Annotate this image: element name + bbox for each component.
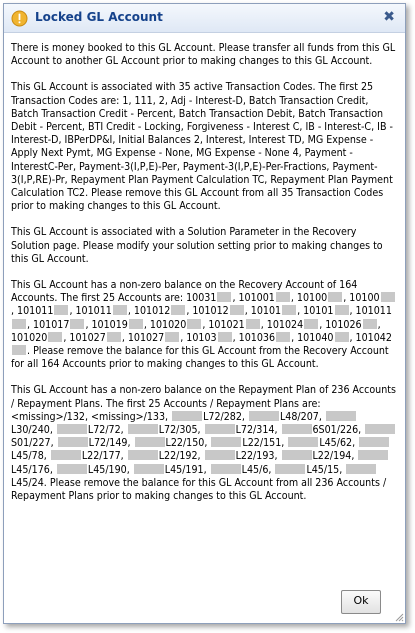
redaction-block [335, 332, 349, 342]
redaction-block [363, 319, 377, 329]
recovery-accounts-outro: Please remove the balance for this GL Account from the Recovery Account for all 164 Accounts prior to making changes to this GL Account. [11, 345, 389, 371]
dialog-footer [4, 577, 405, 623]
redaction-block [171, 305, 185, 315]
redaction-block [249, 411, 279, 421]
redaction-block [12, 345, 26, 355]
redaction-block [275, 464, 305, 474]
redaction-block [346, 464, 376, 474]
redaction-block [288, 437, 318, 447]
recovery-account-item: 101020 [11, 331, 48, 344]
repayment-plan-item: L45/15, [306, 463, 343, 476]
recovery-account-item: 10101 [247, 305, 282, 318]
recovery-account-item: 101017 [30, 318, 70, 331]
redaction-block [135, 437, 165, 447]
recovery-account-item: 10101 [300, 305, 334, 318]
repayment-plan-item: L22/192, [158, 450, 201, 463]
redaction-block [58, 437, 88, 447]
repayment-plan-item: S01/227, [11, 437, 54, 450]
recovery-account-item: 101011 [352, 305, 392, 318]
message-recovery-accounts [11, 279, 397, 371]
redaction-block [129, 319, 143, 329]
message-transaction-codes: This GL Account is associated with 35 active Transaction Codes. The first 25 Transaction Codes are: 1, 111, 2, Adj - Interest-D, Batch Transaction Credit, Batch Transaction Credit - Percent, Batch Transaction Debit, Batch Transaction Debit - Percent, BTI Credit - Locking, Forgiveness - Interest C, IB - Interest-C, IB - Interest-D, IBPerDP&I, Initial Balances 2, Interest, Interest TD, MG Expense - Apply Next Pymt, MG Expense - None, MG Expense - None 4, Payment - InterestC-Per, Payment-3(I,P,E)-Per, Payment-3(I,P,E)-Per-Fractions, Payment-3(I,P,RE)-Pr, Repayment Plan Payment Calculation TC, Repayment Plan Payment Calculation TC2. Please remove this GL Account from all 35 Transaction Codes prior to making changes to this GL Account. [11, 81, 393, 213]
message-solution-parameter: This GL Account is associated with a Solution Parameter in the Recovery Solution page. Please modify your solution setting prior to making changes to this GL Account. [11, 226, 383, 265]
redaction-block [165, 332, 179, 342]
recovery-account-item: 101012 [189, 305, 229, 318]
repayment-plan-item: L72/282, [203, 410, 245, 423]
repayment-plan-item: 6S01/226, [312, 424, 362, 437]
message-funds-booked: There is money booked to this GL Account. Please transfer all funds from this GL Account to another GL Account prior to making changes to this GL Account. [11, 42, 396, 68]
redaction-block [48, 332, 62, 342]
repayment-plan-item: L22/150, [165, 437, 208, 450]
recovery-account-item: 101027 [124, 331, 165, 344]
redaction-block [54, 305, 68, 315]
redaction-block [358, 450, 388, 460]
redaction-block [134, 464, 164, 474]
redaction-block [211, 464, 241, 474]
repayment-plan-item: L72/314, [235, 424, 278, 437]
redaction-block [282, 450, 312, 460]
message-repayment-plans [11, 384, 397, 503]
repayment-plan-item: <missing>/132, [11, 410, 89, 423]
redaction-block [70, 319, 84, 329]
dialog-title: Locked GL Account [35, 10, 163, 24]
recovery-accounts-intro: This GL Account has a non-zero balance on the Recovery Account of 164 Accounts. The first 25 Accounts are: [11, 279, 358, 305]
recovery-account-item: 101040 [294, 331, 334, 344]
repayment-plan-item: L22/193, [235, 450, 278, 463]
redaction-block [12, 319, 26, 329]
redaction-block [113, 305, 127, 315]
redaction-block [205, 450, 235, 460]
repayment-plan-item: L48/207, [279, 410, 322, 423]
redaction-block [276, 292, 290, 302]
redaction-block [304, 319, 318, 329]
redaction-block [187, 319, 201, 329]
repayment-plans-intro: This GL Account has a non-zero balance on the Repayment Plan of 236 Accounts / Repayment Plans. The first 25 Accounts / Repayment Plans are: [11, 384, 396, 410]
redaction-block [359, 437, 389, 447]
repayment-plan-item: L45/24. [11, 476, 47, 489]
repayment-plan-item: L45/78, [11, 450, 47, 463]
redaction-block [57, 464, 87, 474]
recovery-account-item: 101011 [14, 305, 54, 318]
warning-icon [11, 10, 28, 27]
redaction-block [107, 332, 121, 342]
redaction-block [276, 332, 290, 342]
recovery-account-item: 101012 [130, 305, 171, 318]
redaction-block [217, 292, 231, 302]
recovery-account-item: 10100 [293, 292, 328, 305]
redaction-block [128, 450, 158, 460]
repayment-plan-item: L45/190, [87, 463, 130, 476]
repayment-plan-item: <missing>/133, [91, 410, 169, 423]
recovery-account-item: 101026 [322, 318, 362, 331]
repayment-plan-item: L45/6, [241, 463, 272, 476]
repayment-plan-item: L22/151, [242, 437, 285, 450]
redaction-block [246, 319, 260, 329]
recovery-account-item: 10031 [186, 292, 217, 305]
recovery-account-item: 101027 [66, 331, 106, 344]
redaction-block [218, 332, 232, 342]
repayment-plan-item: L22/177, [81, 450, 124, 463]
redaction-block [381, 292, 395, 302]
locked-gl-account-dialog [3, 3, 406, 624]
recovery-account-item: 101036 [235, 331, 276, 344]
redaction-block [211, 437, 241, 447]
dialog-titlebar[interactable] [4, 4, 405, 33]
recovery-account-item: 10103 [183, 331, 217, 344]
repayment-plan-item: L72/305, [158, 424, 201, 437]
redaction-block [282, 424, 312, 434]
redaction-block [51, 450, 81, 460]
recovery-account-item: 101024 [263, 318, 304, 331]
redaction-block [328, 292, 342, 302]
repayment-plan-item: L22/194, [312, 450, 355, 463]
resize-grip-icon[interactable] [394, 612, 404, 622]
redaction-block [128, 424, 158, 434]
recovery-account-item: 101042 [352, 331, 392, 344]
repayment-plan-item: L45/191, [164, 463, 207, 476]
redaction-block [365, 424, 395, 434]
recovery-account-item: 101021 [205, 318, 245, 331]
recovery-account-item: 10100 [346, 292, 380, 305]
repayment-plan-item: L45/62, [319, 437, 356, 450]
recovery-account-item: 101020 [146, 318, 187, 331]
repayment-plans-outro: Please remove the balance for this GL Account from all 236 Accounts / Repayment Plans prior to making changes to this GL Account. [11, 476, 387, 503]
recovery-account-item: 101011 [72, 305, 112, 318]
redaction-block [282, 305, 296, 315]
repayment-plan-item: L72/149, [88, 437, 131, 450]
ok-button[interactable]: Ok [341, 590, 381, 614]
repayment-plan-item: L45/176, [11, 463, 53, 476]
recovery-account-item: 101001 [235, 292, 275, 305]
redaction-block [205, 424, 235, 434]
close-icon[interactable]: ✖ [383, 9, 395, 25]
recovery-account-list: 10031 , 101001 , 10100 , 10100, 101011 , 101011 , 101012 , 101012 , 10101 , 10101 , 101011, 101017 , 101019 , 101020 , 101021 , 101024 , 101026 , 101020 , 101027 , 101027 , 10103 , 101036 , 101040 , 101042. [11, 292, 396, 357]
redaction-block [57, 424, 87, 434]
repayment-plan-item: L30/240, [11, 424, 53, 437]
redaction-block [172, 411, 202, 421]
recovery-account-item: 101019 [88, 318, 128, 331]
repayment-plan-item: L72/72, [87, 424, 124, 437]
redaction-block [230, 305, 244, 315]
redaction-block [335, 305, 349, 315]
redaction-block [326, 411, 356, 421]
dialog-message-body [11, 42, 397, 516]
